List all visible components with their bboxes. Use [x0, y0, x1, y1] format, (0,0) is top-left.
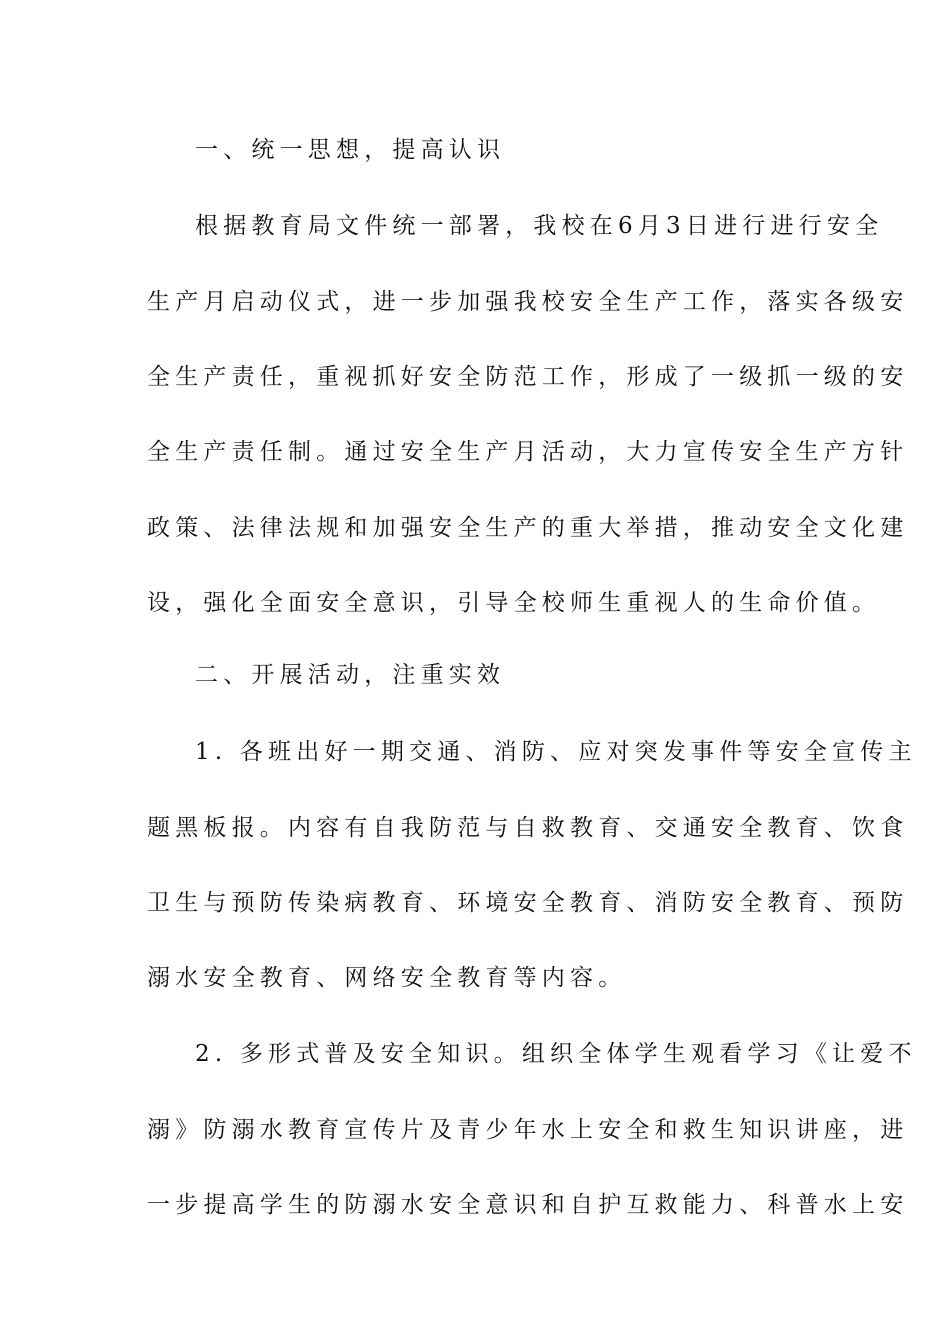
paragraph-line: 2. 多形式普及安全知识。组织全体学生观看学习《让爱不 — [195, 1041, 917, 1067]
paragraph-line: 溺》防溺水教育宣传片及青少年水上安全和救生知识讲座，进 — [147, 1117, 909, 1143]
paragraph-line: 溺水安全教育、网络安全教育等内容。 — [147, 965, 627, 991]
section-heading-1: 一、统一思想，提高认识 — [195, 137, 506, 163]
paragraph-line: 1. 各班出好一期交通、消防、应对突发事件等安全宣传主 — [195, 739, 917, 765]
paragraph-line: 题黑板报。内容有自我防范与自救教育、交通安全教育、饮食 — [147, 815, 909, 841]
paragraph-line: 政策、法律法规和加强安全生产的重大举措，推动安全文化建 — [147, 515, 909, 541]
paragraph-line: 根据教育局文件统一部署，我校在6月3日进行进行安全 — [195, 213, 884, 239]
section-heading-2: 二、开展活动，注重实效 — [195, 662, 506, 688]
paragraph-line: 生产月启动仪式，进一步加强我校安全生产工作，落实各级安 — [147, 289, 909, 315]
paragraph-line: 设，强化全面安全意识，引导全校师生重视人的生命价值。 — [147, 590, 881, 616]
paragraph-line: 全生产责任制。通过安全生产月活动，大力宣传安全生产方针 — [147, 439, 909, 465]
paragraph-line: 一步提高学生的防溺水安全意识和自护互救能力、科普水上安 — [147, 1192, 909, 1218]
paragraph-line: 卫生与预防传染病教育、环境安全教育、消防安全教育、预防 — [147, 890, 909, 916]
paragraph-line: 全生产责任，重视抓好安全防范工作，形成了一级抓一级的安 — [147, 364, 909, 390]
